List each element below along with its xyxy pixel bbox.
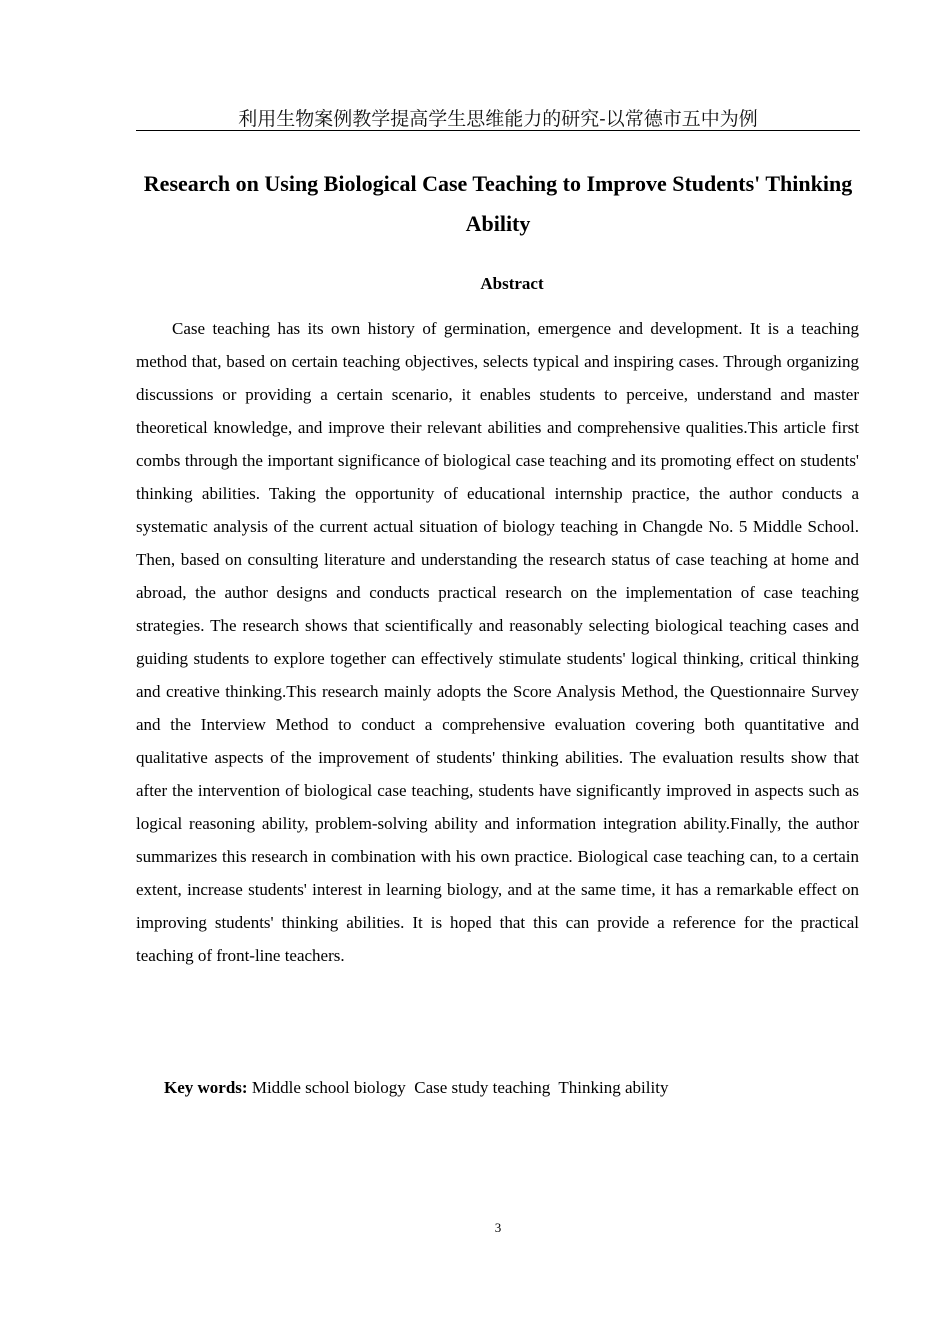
abstract-body: Case teaching has its own history of germination, emergence and development. It is a teaching method that, based on certain teaching objectives, selects typical and inspiring cases. Through organizing discussions or providing a certain scenario, it enables students to perceive, understand and master theoretical knowledge, and improve their relevant abilities and comprehensive qualities.This article first combs through the important significance of biological case teaching and its promoting effect on students' thinking abilities. Taking the opportunity of educational internship practice, the author conducts a systematic analysis of the current actual situation of biology teaching in Changde No. 5 Middle School. Then, based on consulting literature and understanding the research status of case teaching at home and abroad, the author designs and conducts practical research on the implementation of case teaching strategies. The research shows that scientifically and reasonably selecting biological teaching cases and guiding students to explore together can effectively stimulate students' logical thinking, critical thinking and creative thinking.This research mainly adopts the Score Analysis Method, the Questionnaire Survey and the Interview Method to conduct a comprehensive evaluation covering both quantitative and qualitative aspects of the improvement of students' thinking abilities. The evaluation results show that after the intervention of biological case teaching, students have significantly improved in aspects such as logical reasoning ability, problem-solving ability and information integration ability.Finally, the author summarizes this research in combination with his own practice. Biological case teaching can, to a certain extent, increase students' interest in learning biology, and at the same time, it has a remarkable effect on improving students' thinking abilities. It is hoped that this can provide a reference for the practical teaching of front-line teachers. (136, 319, 859, 965)
keywords-line (164, 1073, 864, 1103)
keywords-list: Middle school biology Case study teaching Thinking ability (247, 1078, 669, 1097)
paper-title: Research on Using Biological Case Teaching to Improve Students' Thinking Ability (143, 171, 853, 236)
page-number: 3 (494, 1220, 502, 1235)
header-divider (136, 130, 860, 131)
running-header: 利用生物案例教学提高学生思维能力的研究-以常德市五中为例 (238, 108, 758, 130)
abstract-heading: Abstract (480, 274, 544, 293)
keywords-label: Key words: (164, 1078, 248, 1097)
